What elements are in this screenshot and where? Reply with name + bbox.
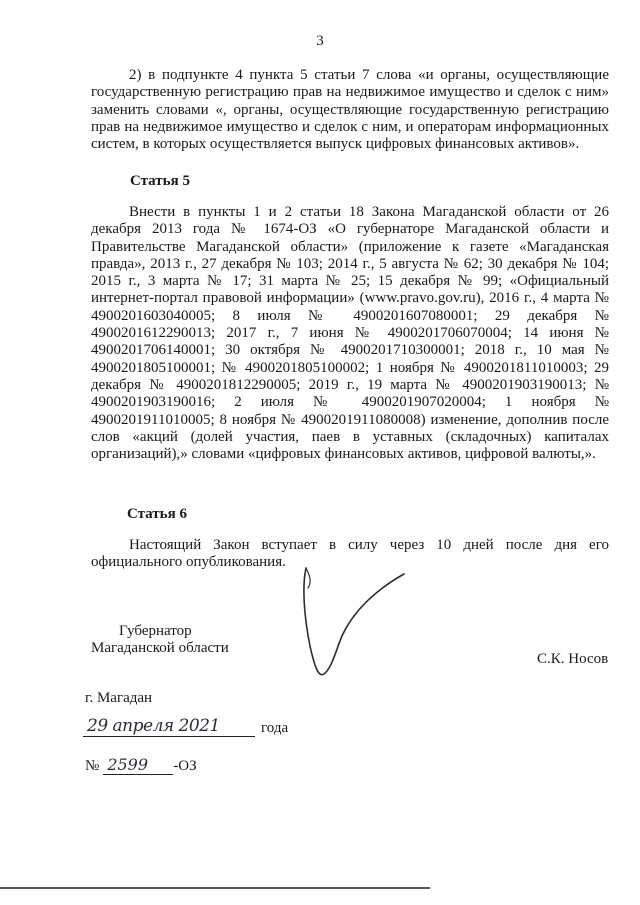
law-number <box>85 755 197 775</box>
handwritten-date: 29 апреля 2021 <box>83 716 255 737</box>
law-number-prefix: № <box>85 758 100 774</box>
bottom-divider <box>0 887 430 889</box>
governor-title-line1: Губернатор <box>119 623 192 639</box>
article-6-heading: Статья 6 <box>127 506 187 522</box>
governor-title-line2: Магаданской области <box>91 640 229 657</box>
place-of-signing: г. Магадан <box>85 690 153 706</box>
governor-title <box>91 623 251 658</box>
handwritten-law-number: 2599 <box>103 755 173 775</box>
law-number-suffix: -ОЗ <box>173 758 197 774</box>
paragraph-article-5-body: Внести в пункты 1 и 2 статьи 18 Закона Магаданской области от 26 декабря 2013 года № 1674-ОЗ «О губернаторе Магаданской области и Правительстве Магаданской области» (приложение к газете «Магаданская правда», 2013 г., 27 декабря № 103; 2014 г., 5 августа № 62; 30 декабря № 104; 2015 г., 3 марта № 17; 31 марта № 25; 15 декабря № 99; «Официальный интернет-портал правовой информации» (www.pravo.gov.ru), 2016 г., 4 марта № 4900201603040005; 8 июля № 4900201607080001; 29 декабря № 4900201612290013; 2017 г., 7 июня № 4900201706070004; 14 июня № 4900201706140001; 30 октября № 4900201710300001; 2018 г., 10 мая № 4900201805100001; № 4900201805100002; 1 ноября № 4900201811010003; 29 декабря № 4900201812290005; 2019 г., 19 марта № 4900201903190013; № 4900201903190016; 2 июля № 4900201907020004; 1 ноября № 4900201911010005; 8 ноября № 4900201911080008) изменение, дополнив после слов «акций (долей участия, паев в уставных (складочных) капиталах организаций),» словами «цифровых финансовых активов, цифровой валюты,». <box>91 204 609 463</box>
article-5-heading: Статья 5 <box>130 173 190 189</box>
date-suffix: года <box>261 720 289 736</box>
signing-date <box>83 716 288 740</box>
paragraph-amendment-2: 2) в подпункте 4 пункта 5 статьи 7 слова «и органы, осуществляющие государственную регистрацию прав на недвижимое имущество и сделок с ним» заменить словами «, органы, осуществляющие государственную регистрацию прав на недвижимое имущество и сделок с ним, и операторам информационных систем, в которых осуществляется выпуск цифровых финансовых активов». <box>91 67 609 153</box>
page-number: 3 <box>316 33 324 49</box>
handwritten-signature-icon <box>292 566 412 684</box>
paragraph-article-6-body: Настоящий Закон вступает в силу через 10 дней после дня его официального опубликования. <box>91 537 609 571</box>
governor-name: С.К. Носов <box>537 651 609 667</box>
